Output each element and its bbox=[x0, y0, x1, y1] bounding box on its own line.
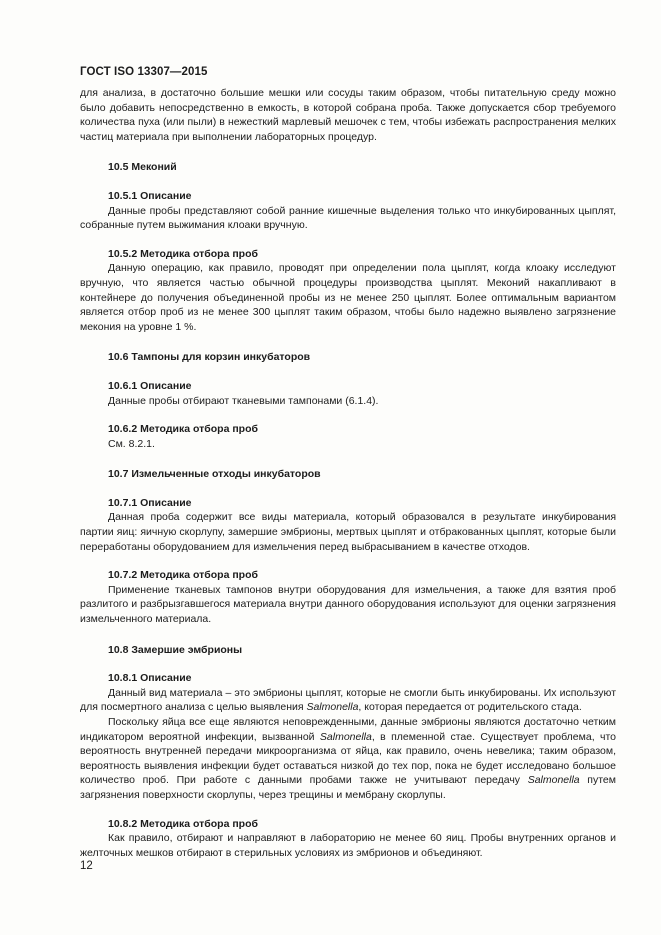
section-10-7-title: 10.7 Измельченные отходы инкубаторов bbox=[108, 468, 321, 481]
section-10-5-1-title: 10.5.1 Описание bbox=[108, 189, 192, 202]
document-header: ГОСТ ISO 13307—2015 bbox=[80, 66, 208, 78]
section-10-8-2-text: Как правило, отбирают и направляют в лабораторию не менее 60 яиц. Пробы внутренних органов и желточных мешков отбирают в стерильных условиях из эмбрионов и объединяют. bbox=[80, 832, 616, 859]
section-10-7-1-title: 10.7.1 Описание bbox=[108, 496, 192, 509]
intro-paragraph: для анализа, в достаточно большие мешки или сосуды таким образом, чтобы питательную среду можно было добавить непосредственно в емкость, в которой собрана проба. Также допускается сбор требуемого количества пуха (или пыли) в нежесткий марлевый мешочек с тем, чтобы избежать распространения мелких частиц материала при выполнении лабораторных процедур. bbox=[80, 87, 616, 143]
section-10-8-title: 10.8 Замершие эмбрионы bbox=[108, 643, 243, 656]
italic-salmonella: Salmonella bbox=[306, 701, 359, 714]
section-10-6-title: 10.6 Тампоны для корзин инкубаторов bbox=[108, 351, 311, 364]
section-10-5-2-title: 10.5.2 Методика отбора проб bbox=[108, 247, 258, 260]
section-10-7-2-title: 10.7.2 Методика отбора проб bbox=[108, 569, 258, 582]
section-10-7-1-text: Данная проба содержит все виды материала, который образовался в результате инкубирования партии яиц: яичную скорлупу, замершие эмбрионы, мертвых цыплят и отбракованных цыплят, которые были переработаны оборудованием для измельчения перед выбрасыванием в качестве отходов. bbox=[80, 511, 616, 553]
document-body bbox=[80, 86, 616, 860]
section-10-8-2-title: 10.8.2 Методика отбора проб bbox=[108, 817, 258, 830]
section-10-6-1-title: 10.6.1 Описание bbox=[108, 379, 192, 392]
italic-salmonella: Salmonella bbox=[527, 774, 580, 787]
section-10-8-1-text-1: Данный вид материала – это эмбрионы цыплят, которые не смогли быть инкубированы. Их используют для посмертного анализа с целью выявления Salmonella, которая передается от родительского стада. bbox=[80, 686, 616, 714]
section-10-5-title: 10.5 Меконий bbox=[108, 161, 177, 174]
section-10-7-2-text: Применение тканевых тампонов внутри оборудования для измельчения, а также для взятия проб разлитого и разбрызгавшегося материала внутри данного оборудования используют для оценки загрязнения измельченного материала. bbox=[80, 583, 616, 626]
section-10-6-2-title: 10.6.2 Методика отбора проб bbox=[108, 423, 258, 436]
section-10-5-2-text: Данную операцию, как правило, проводят при определении пола цыплят, когда клоаку исследуют вручную, что является частью обычной процедуры производства цыплят. Меконий накапливают в контейнере до получения объединенной пробы из не менее 250 цыплят. Более оптимальным вариантом является отбор проб из не менее 300 цыплят таким образом, чтобы было надежно выявлено загрязнение мекония на уровне 1 %. bbox=[80, 262, 616, 333]
section-10-8-1-text-2: Поскольку яйца все еще являются неповрежденными, данные эмбрионы являются достаточно четким индикатором вероятной инфекции, вызванной Salmonella, в племенной стае. Существует проблема, что вероятность внутренней передачи микроорганизма от яйца, как правило, очень невелика; таким образом, вероятность выявления инфекции будет оставаться низкой до тех пор, пока не будет исследовано большое количество проб. При работе с данными пробами также не учитывают передачу Salmonella путем загрязнения поверхности скорлупы, через трещины и мембрану скорлупы. bbox=[80, 716, 616, 801]
section-10-6-2-text: См. 8.2.1. bbox=[108, 437, 155, 450]
section-10-8-1-title: 10.8.1 Описание bbox=[108, 672, 192, 685]
italic-salmonella: Salmonella bbox=[319, 730, 372, 743]
section-10-5-1-text: Данные пробы представляют собой ранние кишечные выделения только что инкубированных цыплят, собранные путем выжимания клоаки вручную. bbox=[80, 204, 616, 232]
section-10-6-1-text: Данные пробы отбирают тканевыми тампонами (6.1.4). bbox=[108, 394, 379, 407]
page-number: 12 bbox=[80, 860, 93, 872]
